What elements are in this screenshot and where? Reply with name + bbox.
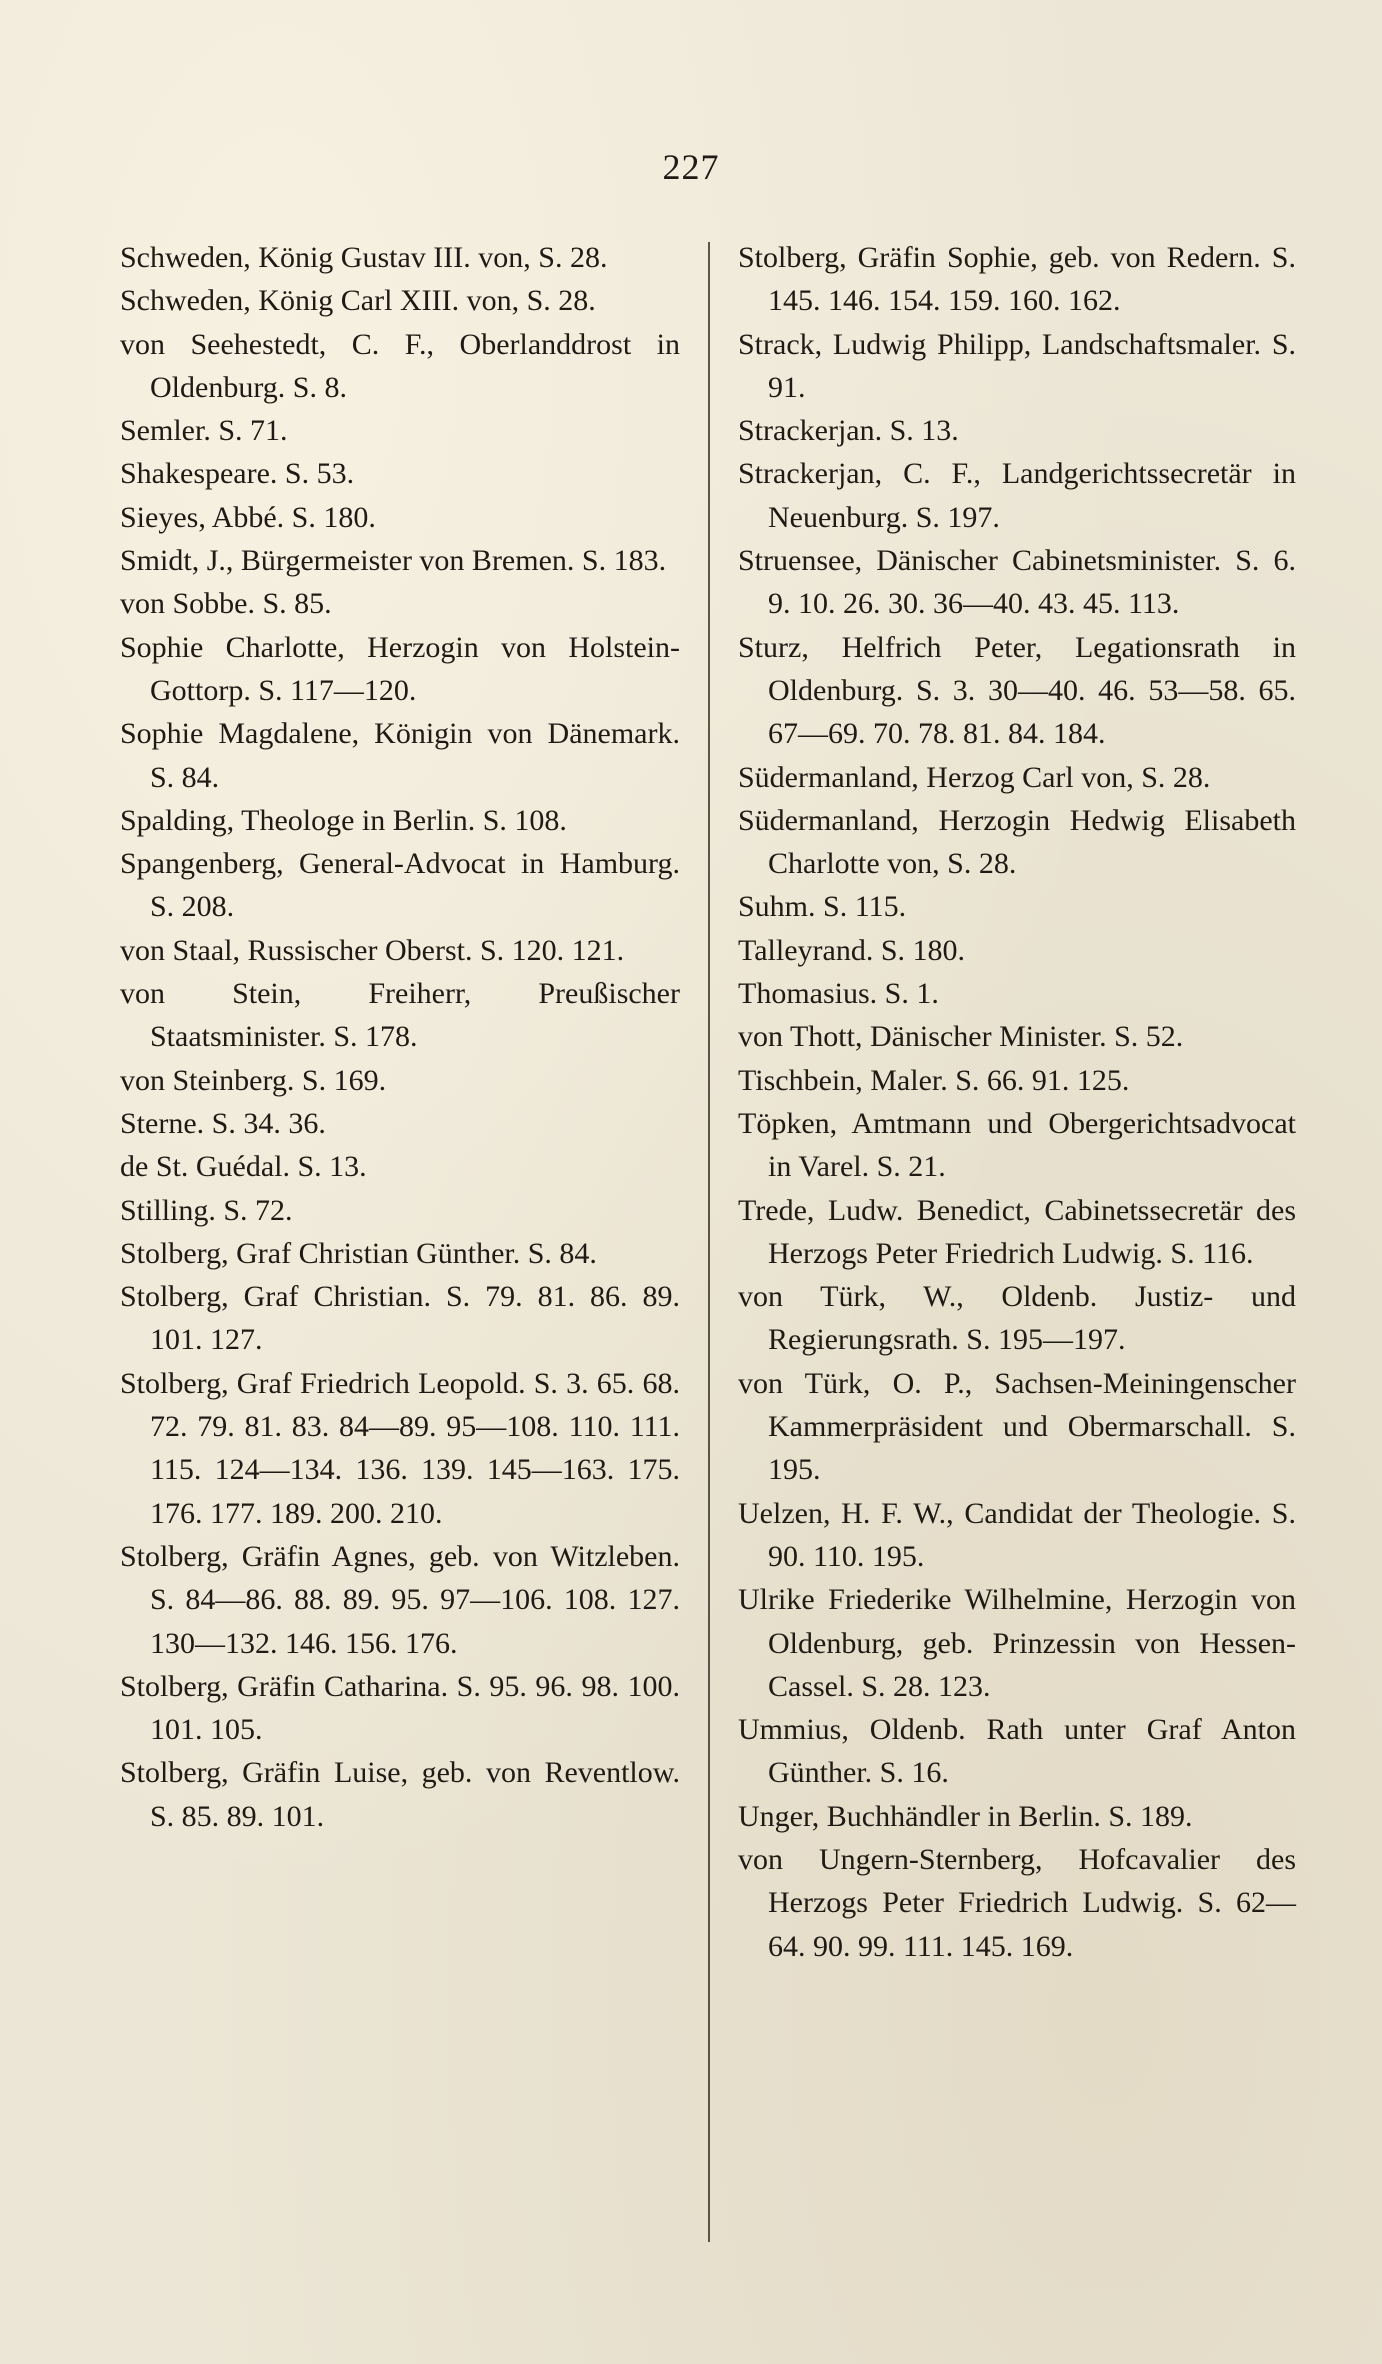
index-entry: Ummius, Oldenb. Rath unter Graf Anton Günther. S. 16.	[738, 1713, 1296, 1790]
index-entry: von Seehestedt, C. F., Oberlanddrost in Oldenburg. S. 8.	[120, 327, 680, 404]
index-entry: Shakespeare. S. 53.	[120, 457, 355, 491]
index-entry: Sieyes, Abbé. S. 180.	[120, 500, 376, 534]
index-entry: Stolberg, Graf Christian. S. 79. 81. 86. 89. 101. 127.	[120, 1280, 680, 1357]
index-entry: Stilling. S. 72.	[120, 1193, 293, 1227]
index-entry: von Türk, O. P., Sachsen-Meiningenscher Kammerpräsident und Obermarschall. S. 195.	[738, 1366, 1296, 1487]
index-entry: Unger, Buchhändler in Berlin. S. 189.	[738, 1799, 1193, 1833]
index-entry: Stolberg, Graf Christian Günther. S. 84.	[120, 1236, 597, 1270]
index-entry: Strackerjan. S. 13.	[738, 414, 959, 448]
index-entry: Tischbein, Maler. S. 66. 91. 125.	[738, 1063, 1130, 1097]
index-entry: Strack, Ludwig Philipp, Landschaftsmaler. S. 91.	[738, 327, 1296, 404]
index-entry: Thomasius. S. 1.	[738, 977, 939, 1011]
index-entry: Südermanland, Herzogin Hedwig Elisabeth Charlotte von, S. 28.	[738, 803, 1296, 881]
index-entry: Strackerjan, C. F., Landgerichtssecretär in Neuenburg. S. 197.	[738, 457, 1296, 534]
index-entry: Südermanland, Herzog Carl von, S. 28.	[738, 760, 1211, 794]
index-entry: Stolberg, Gräfin Agnes, geb. von Witzleben. S. 84—86. 88. 89. 95. 97—106. 108. 127. 130—132. 146. 156. 176.	[120, 1539, 680, 1660]
index-entry: Stolberg, Gräfin Sophie, geb. von Redern. S. 145. 146. 154. 159. 160. 162.	[738, 241, 1296, 318]
index-entry: Stolberg, Graf Friedrich Leopold. S. 3. 65. 68. 72. 79. 81. 83. 84—89. 95—108. 110. 111. 115. 124—134. 136. 139. 145—163. 175. 176. 177. 189. 200. 210.	[120, 1366, 680, 1530]
index-entry: von Ungern-Sternberg, Hofcavalier des Herzogs Peter Friedrich Ludwig. S. 62—64. 90. 99. 111. 145. 169.	[738, 1842, 1296, 1963]
index-column-right	[738, 236, 1296, 1968]
index-entry: Talleyrand. S. 180.	[738, 933, 966, 967]
index-entry: von Türk, W., Oldenb. Justiz- und Regierungsrath. S. 195—197.	[738, 1280, 1296, 1357]
index-entry: Spangenberg, General-Advocat in Hamburg. S. 208.	[120, 847, 680, 924]
index-entry: von Steinberg. S. 169.	[120, 1063, 387, 1097]
index-entry: Suhm. S. 115.	[738, 890, 907, 924]
index-entry: Schweden, König Gustav III. von, S. 28.	[120, 241, 608, 274]
index-entry: de St. Guédal. S. 13.	[120, 1150, 367, 1184]
index-entry: Smidt, J., Bürgermeister von Bremen. S. 183.	[120, 544, 667, 578]
index-entry: Semler. S. 71.	[120, 414, 288, 448]
index-entry: von Stein, Freiherr, Preußischer Staatsminister. S. 178.	[120, 977, 680, 1054]
index-entry: Stolberg, Gräfin Catharina. S. 95. 96. 98. 100. 101. 105.	[120, 1669, 680, 1747]
index-entry: Stolberg, Gräfin Luise, geb. von Reventlow. S. 85. 89. 101.	[120, 1756, 680, 1833]
index-entry: Ulrike Friederike Wilhelmine, Herzogin von Oldenburg, geb. Prinzessin von Hessen-Cassel. S. 28. 123.	[738, 1583, 1296, 1703]
index-entry: Sterne. S. 34. 36.	[120, 1106, 326, 1140]
page-number: 227	[662, 147, 720, 187]
index-entry: Sophie Charlotte, Herzogin von Holstein-Gottorp. S. 117—120.	[120, 630, 680, 707]
column-divider	[708, 242, 710, 2242]
index-entry: Spalding, Theologe in Berlin. S. 108.	[120, 803, 567, 837]
index-entry: Struensee, Dänischer Cabinetsminister. S. 6. 9. 10. 26. 30. 36—40. 43. 45. 113.	[738, 544, 1296, 621]
index-entry: von Sobbe. S. 85.	[120, 587, 332, 621]
index-entry: von Staal, Russischer Oberst. S. 120. 121.	[120, 933, 625, 967]
index-entry: Sophie Magdalene, Königin von Dänemark. S. 84.	[120, 717, 680, 794]
index-column-left	[120, 236, 680, 1838]
index-entry: Trede, Ludw. Benedict, Cabinetssecretär des Herzogs Peter Friedrich Ludwig. S. 116.	[738, 1193, 1296, 1270]
index-entry: von Thott, Dänischer Minister. S. 52.	[738, 1020, 1184, 1054]
index-entry: Schweden, König Carl XIII. von, S. 28.	[120, 284, 596, 318]
index-entry: Sturz, Helfrich Peter, Legationsrath in Oldenburg. S. 3. 30—40. 46. 53—58. 65. 67—69. 70. 78. 81. 84. 184.	[738, 630, 1296, 751]
index-entry: Uelzen, H. F. W., Candidat der Theologie. S. 90. 110. 195.	[738, 1496, 1296, 1573]
index-entry: Töpken, Amtmann und Obergerichtsadvocat in Varel. S. 21.	[738, 1106, 1296, 1184]
